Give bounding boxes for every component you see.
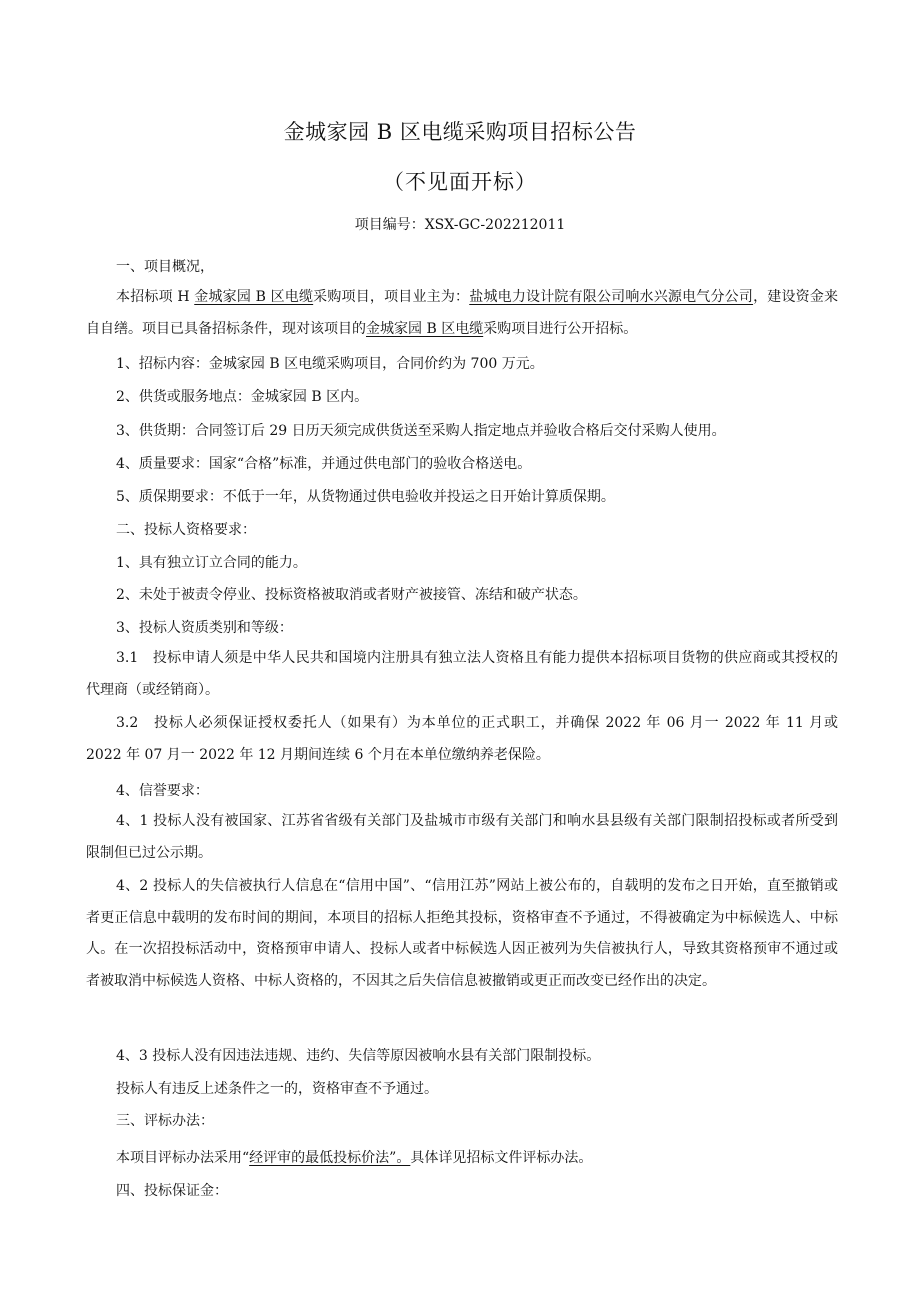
intro-text-b: 采购项目，项目业主为： (313, 289, 470, 305)
section-2-item-2: 2、未处于被责令停业、投标资格被取消或者财产被接管、冻结和破产状态。 (116, 587, 587, 603)
section-3-heading: 三、评标办法： (116, 1113, 214, 1129)
intro-project-name: 金城家园 B 区电缆 (194, 289, 314, 305)
section-2-item-3-2: 3.2 投标人必须保证授权委托人（如果有）为本单位的正式职工，并确保 2022 年 06 月一 2022 年 11 月或 2022 年 07 月一 2022 年 12 月期间连续 6 个月在本单位缴纳养老保险。 (86, 715, 838, 763)
intro-text-a: 本招标项 H (116, 289, 195, 305)
section-1-item-3: 3、供货期：合同签订后 29 日历天须完成供货送至采购人指定地点并验收合格后交付采购人使用。 (116, 423, 726, 439)
intro-text-c: ，建设资金来自自缮。项目已具备招标条件，现对该项目的 (86, 289, 839, 337)
section-3-text (116, 1147, 592, 1167)
section-1-item-5: 5、质保期要求：不低于一年，从货物通过供电验收并投运之日开始计算质保期。 (116, 489, 615, 505)
section-2-item-4-1: 4、1 投标人没有被国家、江苏省省级有关部门及盐城市市级有关部门和响水县县级有关部门限制招投标或者所受到限制但已过公示期。 (86, 813, 838, 861)
section-2-item-4: 4、信誉要求： (116, 783, 209, 799)
intro-text-d: 采购项目进行公开招标。 (483, 320, 638, 337)
project-number: 项目编号：XSX-GC-202212011 (354, 217, 566, 233)
intro-project-name-2: 金城家园 B 区电缆 (366, 320, 484, 337)
evaluation-method: 经评审的最低投标价法”。 (249, 1150, 411, 1166)
section-2-item-3: 3、投标人资质类别和等级： (116, 620, 293, 636)
section-4-heading: 四、投标保证金： (116, 1183, 228, 1199)
section-2-item-4-3: 4、3 投标人没有因违法违规、违约、失信等原因被响水县有关部门限制投标。 (116, 1048, 601, 1064)
document-subtitle: （不见面开标） (383, 170, 537, 194)
section-2-item-3-1: 3.1 投标申请人须是中华人民共和国境内注册具有独立法人资格且有能力提供本招标项目货物的供应商或其授权的代理商（或经销商）。 (86, 650, 838, 698)
section-1-item-1: 1、招标内容：金城家园 B 区电缆采购项目，合同价约为 700 万元。 (116, 356, 544, 372)
intro-owner-name: 盐城电力设计院有限公司响水兴源电气分公司 (469, 289, 754, 305)
document-title: 金城家园 B 区电缆采购项目招标公告 (283, 120, 637, 144)
section-2-item-4-2: 4、2 投标人的失信被执行人信息在“信用中国”、“信用江苏”网站上被公布的，自载明的发布之日开始，直至撤销或者更正信息中载明的发布时间的期间，本项目的招标人拒绝其投标，资格审查不予通过，不得被确定为中标候选人、中标人。在一次招投标活动中，资格预审申请人、投标人或者中标候选人因正被列为失信被执行人，导致其资格预审不通过或者被取消中标候选人资格、中标人资格的，不因其之后失信信息被撤销或更正而改变已经作出的决定。 (86, 878, 838, 989)
section-1-item-4: 4、质量要求：国家“合格”标准，并通过供电部门的验收合格送电。 (116, 456, 532, 472)
method-text-a: 本项目评标办法采用“ (116, 1150, 250, 1166)
section-2-item-1: 1、具有独立订立合同的能力。 (116, 555, 307, 571)
section-2-note: 投标人有违反上述条件之一的，资格审查不予通过。 (116, 1081, 438, 1097)
method-text-b: 具体详见招标文件评标办法。 (410, 1150, 593, 1166)
section-1-intro (86, 282, 838, 345)
section-2-heading: 二、投标人资格要求： (116, 522, 256, 538)
section-1-heading: 一、项目概况， (116, 259, 214, 275)
section-1-item-2: 2、供货或服务地点：金城家园 B 区内。 (116, 389, 369, 405)
